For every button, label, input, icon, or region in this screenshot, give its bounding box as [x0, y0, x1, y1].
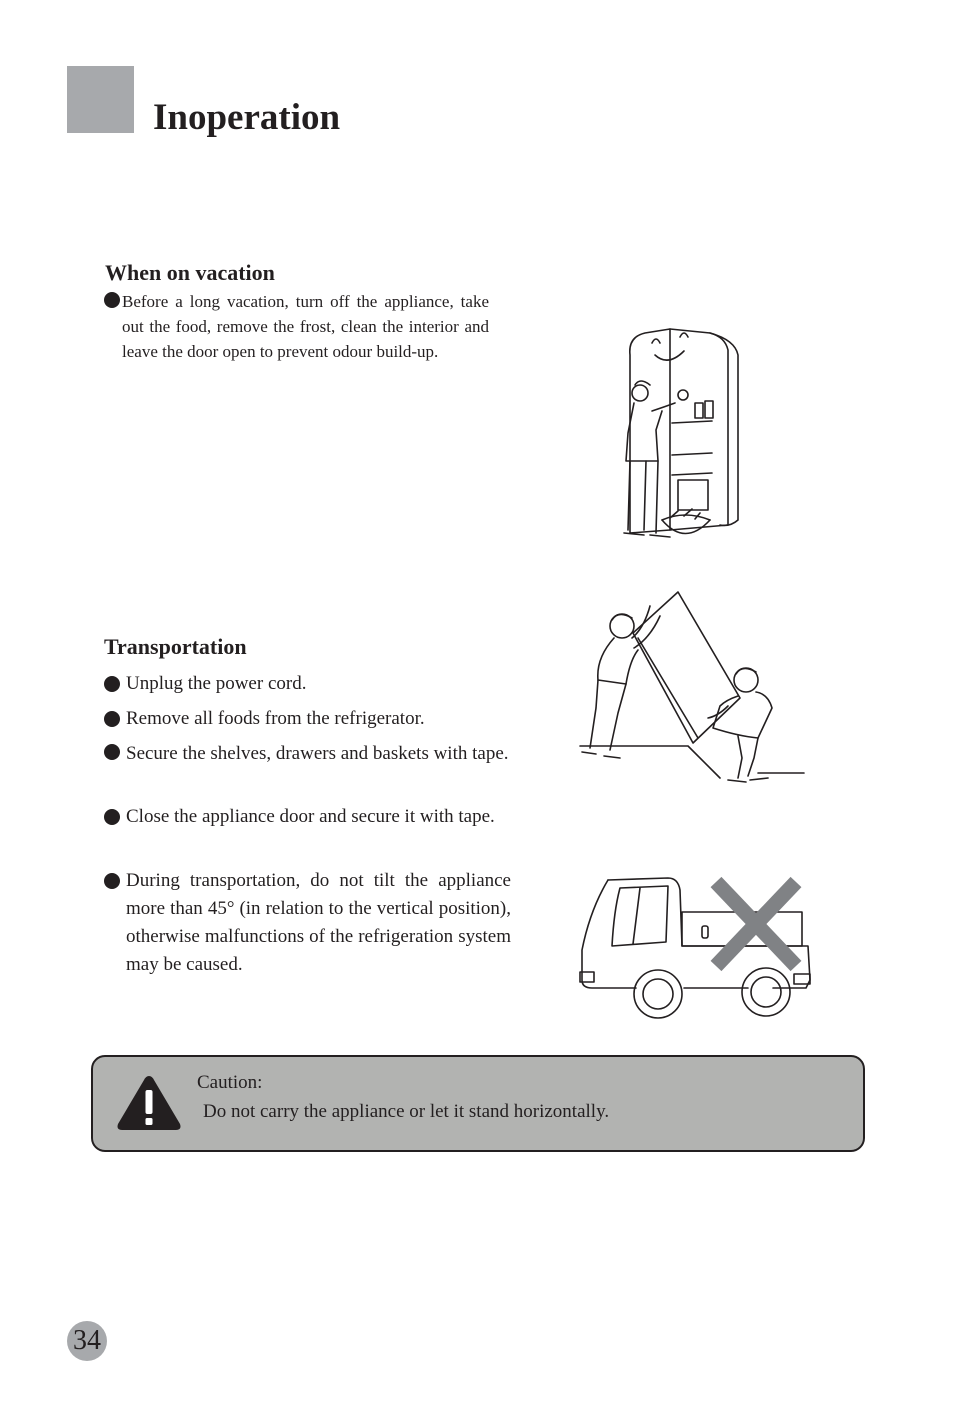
page-title: Inoperation — [153, 97, 341, 138]
transportation-item: During transportation, do not tilt the appliance more than 45° (in relation to the vertical position), otherwise malfunctions of the refrigeration system may be caused. — [126, 870, 511, 975]
caution-text: Do not carry the appliance or let it stand horizontally. — [203, 1101, 610, 1122]
bullet-icon — [104, 744, 120, 760]
transportation-item: Close the appliance door and secure it with tape. — [126, 806, 495, 827]
fridge-open-illustration — [600, 315, 760, 550]
caution-label: Caution: — [197, 1072, 263, 1093]
transportation-item: Secure the shelves, drawers and baskets with tape. — [126, 743, 509, 764]
warning-icon — [116, 1074, 182, 1132]
header-gray-square — [67, 66, 134, 133]
bullet-icon — [104, 292, 120, 308]
prohibited-x-icon — [716, 882, 796, 966]
transportation-item: Unplug the power cord. — [126, 673, 307, 694]
page-number: 34 — [67, 1321, 107, 1361]
truck-prohibited-illustration — [578, 870, 818, 1022]
transportation-item: Remove all foods from the refrigerator. — [126, 708, 425, 729]
carrying-fridge-illustration — [578, 588, 808, 793]
vacation-heading: When on vacation — [105, 260, 275, 285]
bullet-icon — [104, 676, 120, 692]
bullet-icon — [104, 809, 120, 825]
vacation-text: Before a long vacation, turn off the appliance, take out the food, remove the frost, clean the interior and leave the door open to prevent odour build-up. — [122, 292, 489, 361]
bullet-icon — [104, 873, 120, 889]
bullet-icon — [104, 711, 120, 727]
transportation-heading: Transportation — [104, 634, 247, 659]
